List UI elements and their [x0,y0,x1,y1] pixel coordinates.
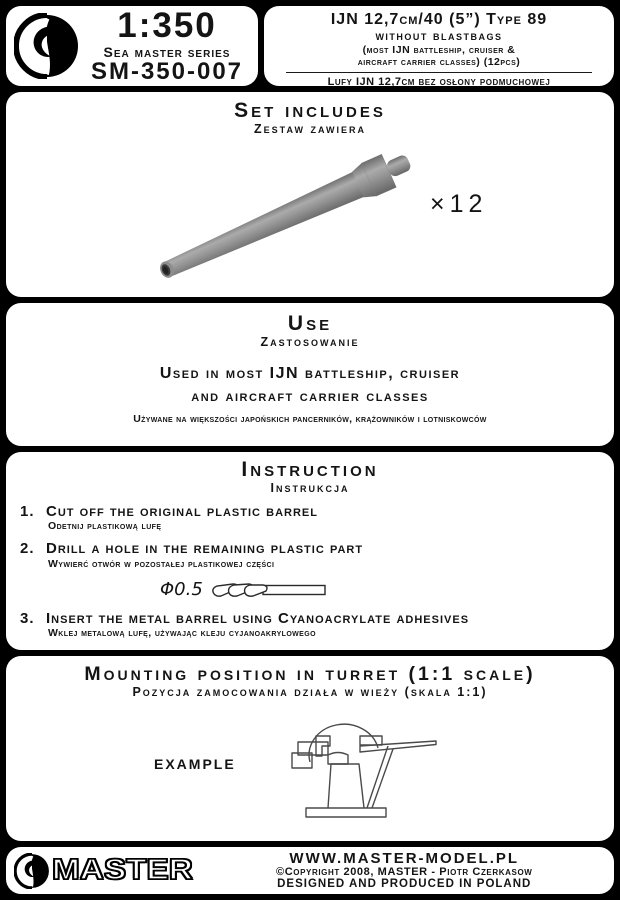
mounting-title: Mounting position in turret (1:1 scale) [84,663,536,685]
use-text-line2: and aircraft carrier classes [191,388,429,406]
drill-bit-icon [209,579,329,601]
product-title-polish: Lufy IJN 12,7cm bez osłony podmuchowej [327,75,551,86]
use-text-polish: Używane na większości japońskich pancerników, krążowników i lotniskowców [133,413,487,426]
scale-label: 1:350 [117,6,217,45]
brand-panel [6,6,258,86]
product-code: SM-350-007 [90,58,244,85]
gun-mount-drawing [264,706,444,831]
instruction-step-2 [20,540,600,570]
step-1-polish: Odetnij plastikową lufę [48,520,162,533]
step-2-text: 2. Drill a hole in the remaining plastic part [20,540,364,558]
step-2-polish: Wywierć otwór w pozostałej plastikowej części [48,557,275,570]
example-label: EXAMPLE [154,756,236,772]
use-title: Use [287,312,333,335]
use-subtitle: Zastosowanie [260,335,360,350]
step-1-text: 1. Cut off the original plastic barrel [20,503,318,521]
step-1-number: 1. [20,503,35,521]
set-includes-title: Set includes [234,99,386,122]
product-title-line1: IJN 12,7cm/40 (5”) Type 89 [330,11,548,28]
footer [6,847,614,894]
step-3-polish: Wklej metalową lufę, używając kleju cyjanoakrylowego [48,627,316,640]
series-label: Sea master series [103,44,231,60]
drill-diameter-label: Φ0.5 [160,579,203,601]
instruction-step-3 [20,610,600,640]
product-title-line3: (most IJN battleship, cruiser & [362,43,516,56]
product-title-panel [264,6,614,86]
footer-text [174,851,604,890]
set-includes-subtitle: Zestaw zawiera [254,122,366,137]
master-logo-icon [14,13,80,79]
instruction-title: Instruction [241,458,379,481]
set-includes-section [6,92,614,297]
brand-text [80,8,258,84]
produced-line: DESIGNED AND PRODUCED IN POLAND [277,878,532,891]
master-logo-icon-footer [14,853,50,889]
header [6,6,614,86]
title-divider [286,72,592,73]
use-section [6,303,614,446]
drill-diagram [160,577,600,603]
instruction-step-1 [20,503,600,533]
instruction-section [6,452,614,650]
metal-barrel-image [6,92,614,297]
master-logotype: MASTER [52,854,193,886]
mounting-section [6,656,614,841]
website-url: WWW.MASTER-MODEL.PL [289,849,520,867]
quantity-label: ×12 [430,190,488,218]
instruction-subtitle: Instrukcja [270,481,350,496]
use-text-line1: Used in most IJN battleship, cruiser [159,365,461,383]
product-title-line4: aircraft carrier classes) (12pcs) [357,56,521,69]
step-3-number: 3. [20,609,35,627]
mounting-subtitle: Pozycja zamocowania działa w wieży (skala 1:1) [132,685,488,700]
product-title-line2: without blastbags [375,28,503,44]
copyright-line: ©Copyright 2008, MASTER - Piotr Czerkasow [276,865,533,878]
step-3-text: 3. Insert the metal barrel using Cyanoacrylate adhesives [20,609,470,627]
step-2-number: 2. [20,540,35,558]
